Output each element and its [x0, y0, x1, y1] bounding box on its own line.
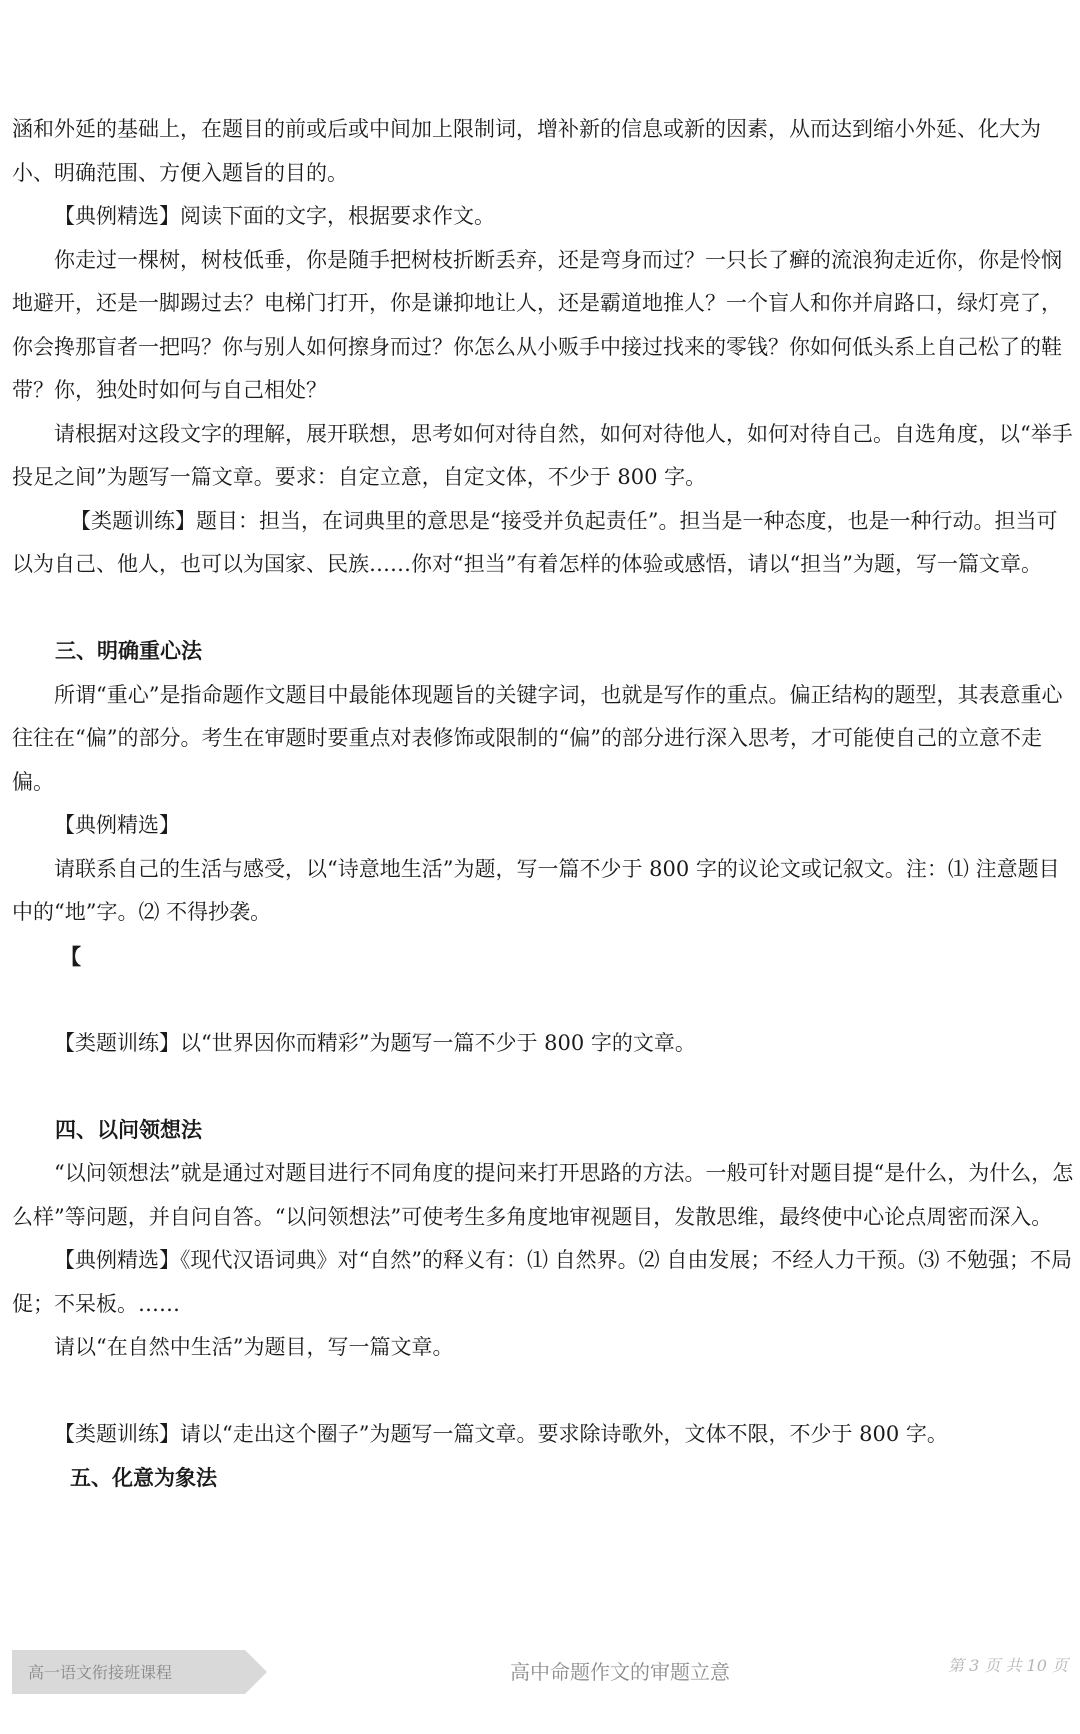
paragraph: 你走过一棵树，树枝低垂，你是随手把树枝折断丢弃，还是弯身而过？一只长了癣的流浪狗走近你，你是怜悯地避开，还是一脚踢过去？电梯门打开，你是谦抑地让人，还是霸道地推人？一个盲人和你并肩路口，绿灯亮了，你会搀那盲者一把吗？你与别人如何擦身而过？你怎么从小贩手中接过找来的零钱？你如何低头系上自己松了的鞋带？你，独处时如何与自己相处？	[12, 247, 1062, 402]
page-number: 第 3 页 共 10 页	[948, 1656, 1068, 1675]
paragraph: “以问领想法”就是通过对题目进行不同角度的提问来打开思路的方法。一般可针对题目提“是什么，为什么，怎么样”等问题，并自问自答。“以问领想法”可使考生多角度地审视题目，发散思维，最终使中心论点周密而深入。	[12, 1161, 1074, 1229]
spacer	[12, 1065, 1074, 1109]
footer-title: 高中命题作文的审题立意	[510, 1660, 730, 1684]
spacer	[12, 587, 1074, 631]
footer-course-label: 高一语文衔接班课程	[28, 1663, 173, 1682]
section-heading: 三、明确重心法	[55, 639, 202, 663]
paragraph: 请以“在自然中生活”为题目，写一篇文章。	[54, 1335, 454, 1359]
example-paragraph: 【典例精选】《现代汉语词典》对“自然”的释义有：⑴ 自然界。⑵ 自由发展；不经人力干预。⑶ 不勉强；不局促；不呆板。……	[12, 1248, 1072, 1316]
spacer	[12, 978, 1074, 1022]
paragraph: 涵和外延的基础上，在题目的前或后或中间加上限制词，增补新的信息或新的因素，从而达到缩小外延、化大为小、明确范围、方便入题旨的目的。	[12, 117, 1041, 185]
paragraph: 所谓“重心”是指命题作文题目中最能体现题旨的关键字词，也就是写作的重点。偏正结构的题型，其表意重心往往在“偏”的部分。考生在审题时要重点对表修饰或限制的“偏”的部分进行深入思考，才可能使自己的立意不走偏。	[12, 682, 1063, 794]
practice-paragraph: 【类题训练】题目：担当，在词典里的意思是“接受并负起责任”。担当是一种态度，也是一种行动。担当可以为自己、他人，也可以为国家、民族……你对“担当”有着怎样的体验或感悟，请以“担当”为题，写一篇文章。	[12, 508, 1058, 576]
paragraph: 请联系自己的生活与感受，以“诗意地生活”为题，写一篇不少于 800 字的议论文或记叙文。注：⑴ 注意题目中的“地”字。⑵ 不得抄袭。	[12, 856, 1060, 924]
section-heading: 四、以问领想法	[55, 1117, 202, 1142]
document-body	[12, 108, 1074, 1500]
practice-paragraph: 【类题训练】请以“走出这个圈子”为题写一篇文章。要求除诗歌外，文体不限，不少于 800 字。	[54, 1422, 948, 1446]
spacer	[12, 1370, 1074, 1414]
example-label-paragraph: 【典例精选】阅读下面的文字，根据要求作文。	[54, 204, 495, 228]
section-heading: 五、化意为象法	[70, 1465, 217, 1490]
practice-paragraph: 【类题训练】以“世界因你而精彩”为题写一篇不少于 800 字的文章。	[54, 1030, 696, 1055]
footer-course-tab	[12, 1650, 267, 1694]
example-label-paragraph: 【典例精选】	[54, 813, 180, 837]
bracket-fragment: 【	[60, 943, 81, 969]
paragraph: 请根据对这段文字的理解，展开联想，思考如何对待自然，如何对待他人，如何对待自己。自选角度，以“举手投足之间”为题写一篇文章。要求：自定立意，自定文体，不少于 800 字。	[12, 421, 1073, 489]
